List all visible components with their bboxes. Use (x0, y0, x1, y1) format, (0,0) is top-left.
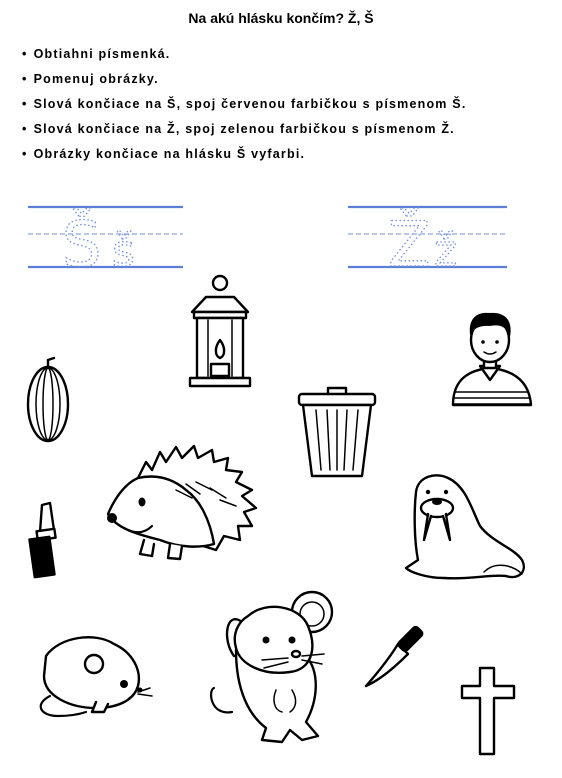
instruction-item: • Obtiahni písmenká. (22, 46, 467, 71)
worksheet-title: Na akú hlásku končím? Ž, Š (188, 10, 374, 26)
instruction-item: • Slová končiace na Ž, spoj zelenou farbičkou s písmenom Ž. (22, 121, 467, 146)
hedgehog-icon (107, 446, 256, 559)
cross-icon (462, 668, 514, 754)
boy-icon (453, 313, 531, 405)
instruction-item: • Pomenuj obrázky. (22, 71, 467, 96)
lantern-icon (190, 276, 250, 386)
walrus-icon (406, 475, 524, 578)
tracing-lines-left (28, 207, 183, 267)
instruction-item: • Obrázky končiace na hlásku Š vyfarbi. (22, 146, 467, 171)
trace-letter-s-upper: Š (62, 208, 102, 281)
trace-letter-z-lower: ž (434, 226, 458, 277)
knife-icon (366, 626, 423, 686)
mouse-icon (211, 592, 332, 742)
trash-can-icon (299, 388, 375, 476)
trace-letter-s-lower: š (112, 226, 135, 277)
hamster-icon (41, 637, 152, 716)
lipstick-icon (29, 503, 55, 577)
pumpkin-icon (28, 358, 68, 441)
trace-letter-z-upper: Ž (388, 208, 431, 281)
instruction-item: • Slová končiace na Š, spoj červenou farbičkou s písmenom Š. (22, 96, 467, 121)
